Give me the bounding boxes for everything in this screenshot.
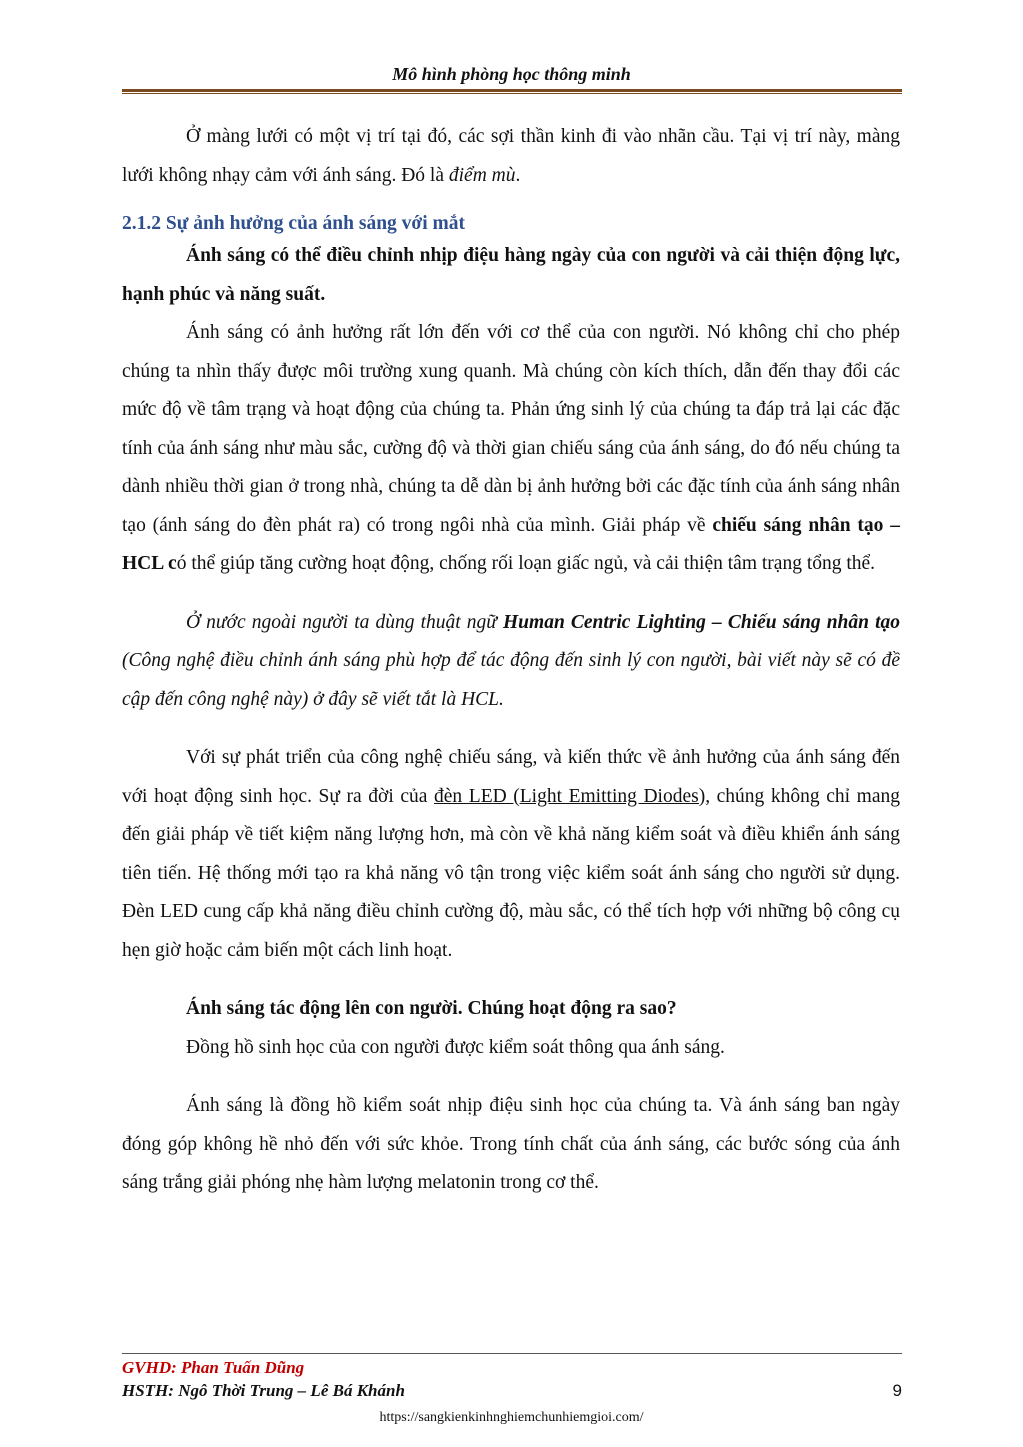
para1-text: Ở màng lưới có một vị trí tại đó, các sợi thần kinh đi vào nhãn cầu. Tại vị trí này, màng lưới không nhạy cảm với ánh sáng. Đó là <box>122 126 900 186</box>
paragraph-light-effects <box>122 314 900 584</box>
paragraph-hcl-term <box>122 604 900 720</box>
led-link[interactable]: đèn LED (Light Emitting Diodes) <box>434 785 706 807</box>
footer-hsth: HSTH: Ngô Thời Trung – Lê Bá Khánh <box>122 1381 405 1400</box>
para2-bold: chiếu sáng nhân tạo – HCL c <box>122 514 900 574</box>
paragraph-blind-spot <box>122 118 900 195</box>
footer-rule <box>122 1353 902 1354</box>
para3-text-b: (Công nghệ điều chỉnh ánh sáng phù hợp để tác động đến sinh lý con người, bài viết này sẽ có đề cập đến công nghệ này) ở đây sẽ viết tắt là HCL. <box>122 650 900 710</box>
para4-text-b: , chúng không chỉ mang đến giải pháp về tiết kiệm năng lượng hơn, mà còn về khả năng kiểm soát và điều khiển ánh sáng tiên tiến. Hệ thống mới tạo ra khả năng vô tận trong việc kiểm soát ánh sáng cho người sử dụng. Đèn LED cung cấp khả năng điều chỉnh cường độ, màu sắc, có thể tích hợp với những bộ công cụ hẹn giờ hoặc cảm biến một cách linh hoạt. <box>122 785 900 961</box>
para1-end: . <box>515 164 521 186</box>
subheading-how-it-works: Ánh sáng tác động lên con người. Chúng hoạt động ra sao? <box>186 998 677 1019</box>
document-body <box>122 118 900 1203</box>
page-number: 9 <box>892 1381 902 1400</box>
paragraph-led <box>122 739 900 970</box>
page-header-title: Mô hình phòng học thông minh <box>392 64 631 84</box>
para3-bold: Human Centric Lighting – Chiếu sáng nhân tạo <box>503 611 901 633</box>
header-rule <box>122 89 902 94</box>
paragraph-biological-clock: Đồng hồ sinh học của con người được kiểm soát thông qua ánh sáng. <box>186 1036 725 1058</box>
paragraph-melatonin: Ánh sáng là đồng hồ kiểm soát nhịp điệu sinh học của chúng ta. Và ánh sáng ban ngày đóng góp không hề nhỏ đến với sức khỏe. Trong tính chất của ánh sáng, các bước sóng của ánh sáng trắng giải phóng nhẹ hàm lượng melatonin trong cơ thể. <box>122 1095 900 1193</box>
bold-intro: Ánh sáng có thể điều chỉnh nhịp điệu hàng ngày của con người và cải thiện động lực, hạnh phúc và năng suất. <box>122 245 900 305</box>
para2-text-b: ó thể giúp tăng cường hoạt động, chống rối loạn giấc ngủ, và cải thiện tâm trạng tổng thể. <box>176 553 876 574</box>
footer-gvhd: GVHD: Phan Tuấn Dũng <box>122 1358 305 1377</box>
para3-text-a: Ở nước ngoài người ta dùng thuật ngữ <box>186 611 504 633</box>
footer-url[interactable]: https://sangkienkinhnghiemchunhiemgioi.com/ <box>379 1410 644 1425</box>
para1-emphasis: điểm mù <box>448 164 516 186</box>
section-heading: 2.1.2 Sự ảnh hưởng của ánh sáng với mắt <box>122 213 466 234</box>
para4-text-a: Với sự phát triển của công nghệ chiếu sáng, và kiến thức về ảnh hưởng của ánh sáng đến với hoạt động sinh học. Sự ra đời của <box>122 747 900 807</box>
para2-text-a: Ánh sáng có ảnh hưởng rất lớn đến với cơ thể của con người. Nó không chỉ cho phép chúng ta nhìn thấy được môi trường xung quanh. Mà chúng còn kích thích, dẫn đến thay đổi các mức độ về tâm trạng và hoạt động của chúng ta. Phản ứng sinh lý của chúng ta đáp trả lại các đặc tính của ánh sáng như màu sắc, cường độ và thời gian chiếu sáng của ánh sáng, do đó nếu chúng ta dành nhiều thời gian ở trong nhà, chúng ta dễ dàn bị ảnh hưởng bởi các đặc tính của ánh sáng nhân tạo (ánh sáng do đèn phát ra) có trong ngôi nhà của mình. Giải pháp về <box>122 322 900 536</box>
